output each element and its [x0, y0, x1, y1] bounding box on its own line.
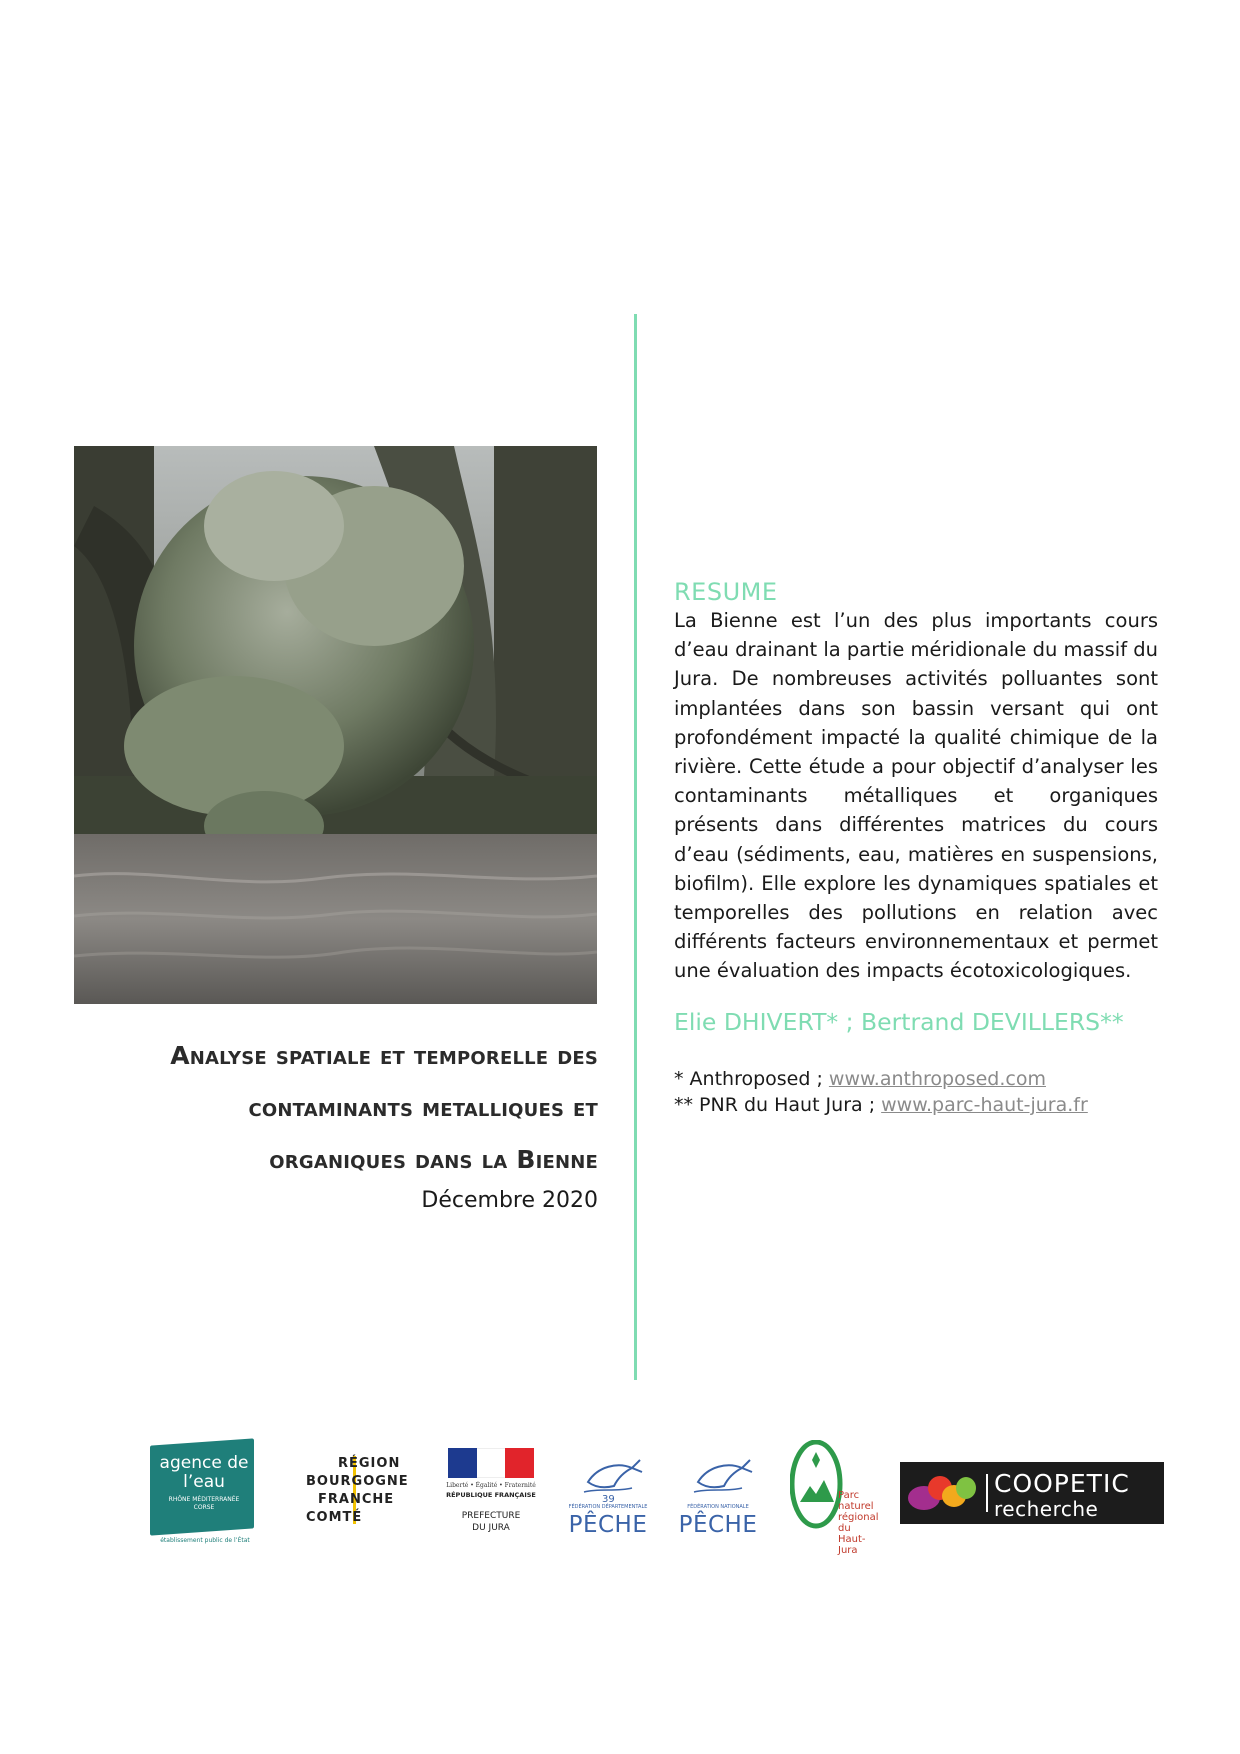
peche-nationale-word: PÊCHE	[678, 1512, 758, 1538]
abstract-text: La Bienne est l’un des plus importants cours d’eau drainant la partie méridionale du massif du Jura. De nombreuses activités polluantes sont implantées dans son bassin versant qui ont profondément impacté la qualité chimique de la rivière. Cette étude a pour objectif d’analyser les contaminants métalliques et organiques présents dans différentes matrices du cours d’eau (sédiments, eau, matières en suspensions, biofilm). Elle explore les dynamiques spatiales et temporelles des pollutions en relation avec différents facteurs environnementaux et permet une évaluation des impacts écotoxicologiques.	[674, 609, 1159, 983]
pnr-logo-text	[838, 1490, 878, 1556]
peche-39-word: PÊCHE	[568, 1512, 648, 1538]
peche-nationale-federation: FÉDÉRATION NATIONALE	[687, 1504, 749, 1510]
river-tree-photo	[74, 446, 597, 1004]
vertical-divider	[634, 314, 637, 1380]
title-line-2: contaminants metalliques et	[248, 1093, 598, 1122]
peche-39-logo	[566, 1448, 650, 1542]
report-date: Décembre 2020	[421, 1188, 598, 1213]
region-logo-line-1: RÉGION	[338, 1456, 401, 1471]
region-bourgogne-franche-comte-logo	[306, 1456, 410, 1526]
prefecture-name-1: PREFECTURE	[461, 1511, 521, 1521]
agence-logo-foot: établissement public de l’État	[160, 1537, 250, 1544]
coopetic-recherche-logo	[900, 1462, 1164, 1524]
coopetic-name: COOPETIC	[994, 1469, 1130, 1498]
region-logo-line-2: BOURGOGNE	[306, 1474, 409, 1489]
region-logo-line-3: FRANCHE	[318, 1492, 395, 1507]
fish-icon	[676, 1448, 760, 1504]
affiliation-2	[674, 1094, 1088, 1116]
title-line-1: Analyse spatiale et temporelle des	[170, 1041, 598, 1070]
peche-nationale-logo	[676, 1448, 760, 1542]
peche-39-number: 39	[602, 1494, 615, 1504]
pnr-line-3: régional	[838, 1512, 879, 1523]
affiliation-1	[674, 1068, 1046, 1090]
fish-icon	[566, 1448, 650, 1504]
prefecture-name-2: DU JURA	[472, 1523, 510, 1533]
cover-photo	[74, 446, 597, 1004]
coopetic-separator	[986, 1474, 988, 1512]
affiliation-1-prefix: * Anthroposed ;	[674, 1068, 829, 1090]
authors-line: Elie DHIVERT* ; Bertrand DEVILLERS**	[674, 1008, 1124, 1036]
prefecture-du-jura-logo	[446, 1448, 536, 1538]
parc-haut-jura-link[interactable]: www.parc-haut-jura.fr	[881, 1094, 1088, 1116]
pnr-line-4: du Haut-Jura	[838, 1523, 866, 1556]
report-title	[74, 1030, 598, 1186]
coopetic-sub: recherche	[994, 1497, 1099, 1521]
agence-logo-name: agence de l’eau	[159, 1453, 249, 1492]
agence-logo-region: RHÔNE MÉDITERRANÉE CORSE	[168, 1496, 240, 1511]
peche-39-federation: FÉDÉRATION DÉPARTEMENTALE	[568, 1504, 648, 1510]
prefecture-name	[446, 1510, 536, 1534]
french-flag-icon	[448, 1448, 534, 1478]
anthroposed-link[interactable]: www.anthroposed.com	[828, 1068, 1046, 1090]
coopetic-petals-icon	[900, 1462, 984, 1524]
resume-heading: RESUME	[674, 578, 778, 606]
agence-logo-text	[158, 1454, 250, 1512]
pnr-line-2: naturel	[838, 1501, 874, 1512]
prefecture-motto: Liberté • Égalité • Fraternité	[446, 1482, 536, 1489]
parc-naturel-haut-jura-logo	[790, 1440, 879, 1556]
pnr-line-1: Parc	[838, 1490, 860, 1501]
affiliation-2-prefix: ** PNR du Haut Jura ;	[674, 1094, 882, 1116]
region-logo-line-4: COMTÉ	[306, 1510, 363, 1525]
title-line-3: organiques dans la Bienne	[269, 1145, 598, 1174]
prefecture-republique: RÉPUBLIQUE FRANÇAISE	[446, 1491, 536, 1499]
agence-de-l-eau-logo	[150, 1442, 260, 1542]
